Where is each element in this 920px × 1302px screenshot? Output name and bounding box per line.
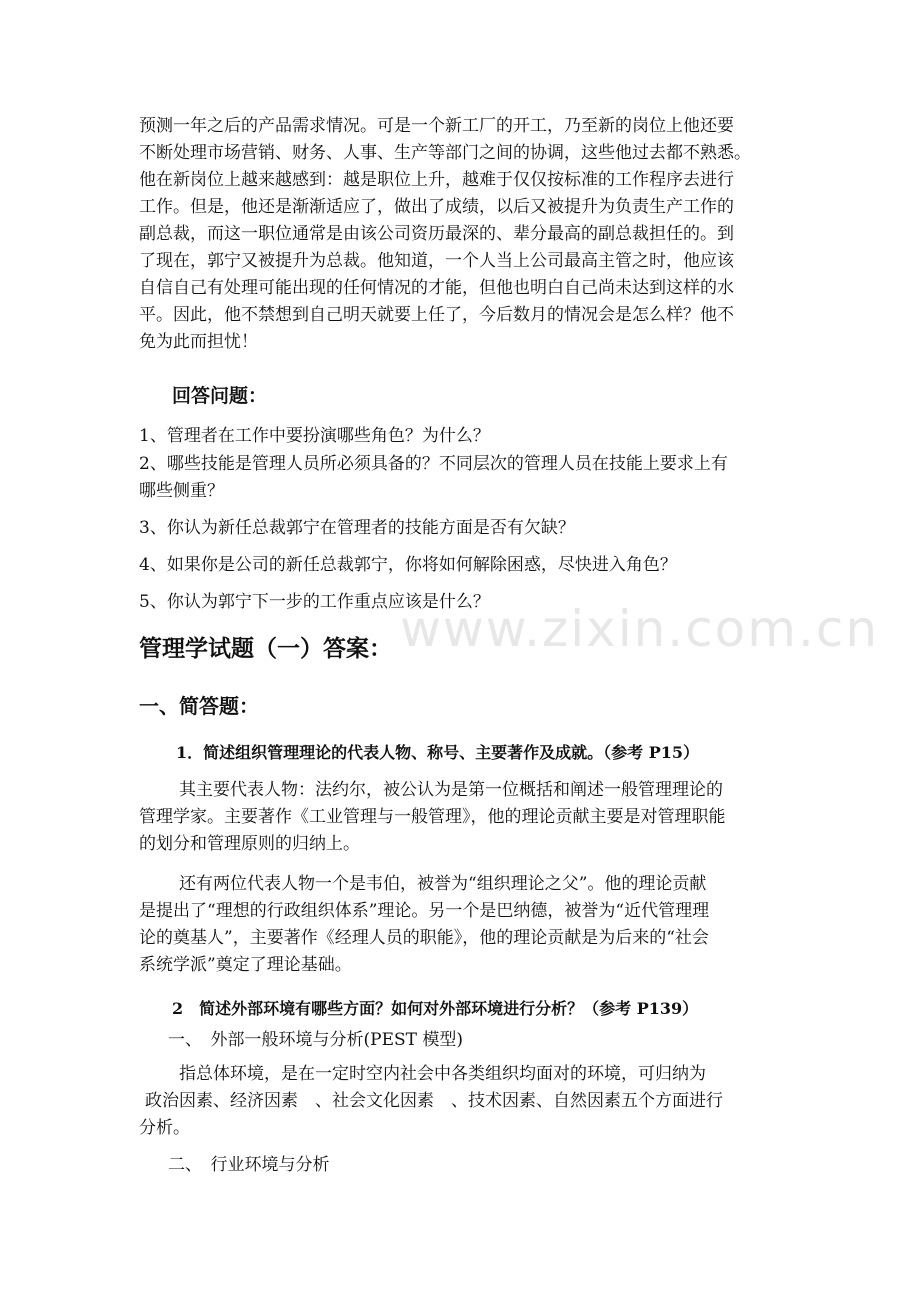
text-line: 还有两位代表人物一个是韦伯，被誉为“组织理论之父”。他的理论贡献	[179, 874, 707, 894]
text-line: 指总体环境，是在一定时空内社会中各类组织均面对的环境，可归纳为	[179, 1064, 706, 1084]
text-line: 了现在，郭宁又被提升为总裁。他知道，一个人当上公司最高主管之时，他应该	[139, 251, 734, 271]
item1-title: 1．简述组织管理理论的代表人物、称号、主要著作及成就。（参考 P15）	[176, 743, 700, 762]
text-line: 免为此而担忧！	[139, 332, 258, 352]
question-1: 1、管理者在工作中要扮演哪些角色？为什么？	[139, 426, 490, 446]
text-line: 不断处理市场营销、财务、人事、生产等部门之间的协调，这些他过去都不熟悉。	[139, 143, 751, 163]
item2-title: 2 简述外部环境有哪些方面？如何对外部环境进行分析？（参考 P139）	[172, 999, 699, 1018]
question-4: 4、如果你是公司的新任总裁郭宁，你将如何解除困惑，尽快进入角色？	[139, 555, 677, 575]
questions-heading: 回答问题：	[172, 385, 268, 407]
item2-subheading-1: 一、 外部一般环境与分析(PEST 模型)	[168, 1030, 464, 1050]
section-one-heading: 一、简答题：	[139, 694, 259, 718]
question-2-line1: 2、哪些技能是管理人员所必须具备的？不同层次的管理人员在技能上要求上有	[139, 454, 728, 474]
text-line: 工作。但是，他还是渐渐适应了，做出了成绩，以后又被提升为负责生产工作的	[139, 197, 734, 217]
item1-paragraph-1	[139, 777, 785, 858]
text-line: 的划分和管理原则的归纳上。	[139, 834, 360, 854]
answers-title: 管理学试题（一）答案：	[139, 636, 392, 662]
question-3: 3、你认为新任总裁郭宁在管理者的技能方面是否有欠缺？	[139, 518, 575, 538]
item2-paragraph	[139, 1061, 785, 1142]
text-line: 平。因此，他不禁想到自己明天就要上任了，今后数月的情况会是怎么样？他不	[139, 305, 734, 325]
case-paragraph	[139, 113, 785, 356]
text-line: 管理学家。主要著作《工业管理与一般管理》，他的理论贡献主要是对管理职能	[139, 807, 726, 827]
question-5: 5、你认为郭宁下一步的工作重点应该是什么？	[139, 592, 490, 612]
text-line: 论的奠基人”，主要著作《经理人员的职能》，他的理论贡献是为后来的“社会	[139, 928, 709, 948]
text-line: 自信自己有处理可能出现的任何情况的才能，但他也明白自己尚未达到这样的水	[139, 278, 734, 298]
item2-subheading-2: 二、 行业环境与分析	[168, 1155, 330, 1175]
item1-paragraph-2	[139, 871, 785, 979]
text-line: 他在新岗位上越来越感到：越是职位上升，越难于仅仅按标准的工作程序去进行	[139, 170, 734, 190]
text-line: 分析。	[139, 1118, 190, 1138]
question-2-line2: 哪些侧重？	[139, 481, 224, 501]
text-line: 副总裁，而这一职位通常是由该公司资历最深的、辈分最高的副总裁担任的。到	[139, 224, 734, 244]
text-line: 政治因素、经济因素 、社会文化因素 、技术因素、自然因素五个方面进行	[145, 1091, 723, 1111]
text-line: 系统学派”奠定了理论基础。	[139, 955, 352, 975]
text-line: 其主要代表人物：法约尔，被公认为是第一位概括和阐述一般管理理论的	[179, 780, 723, 800]
text-line: 预测一年之后的产品需求情况。可是一个新工厂的开工，乃至新的岗位上他还要	[139, 116, 734, 136]
watermark: www.zixin.com.cn	[400, 600, 880, 658]
text-line: 是提出了“理想的行政组织体系”理论。另一个是巴纳德，被誉为“近代管理理	[139, 901, 710, 921]
